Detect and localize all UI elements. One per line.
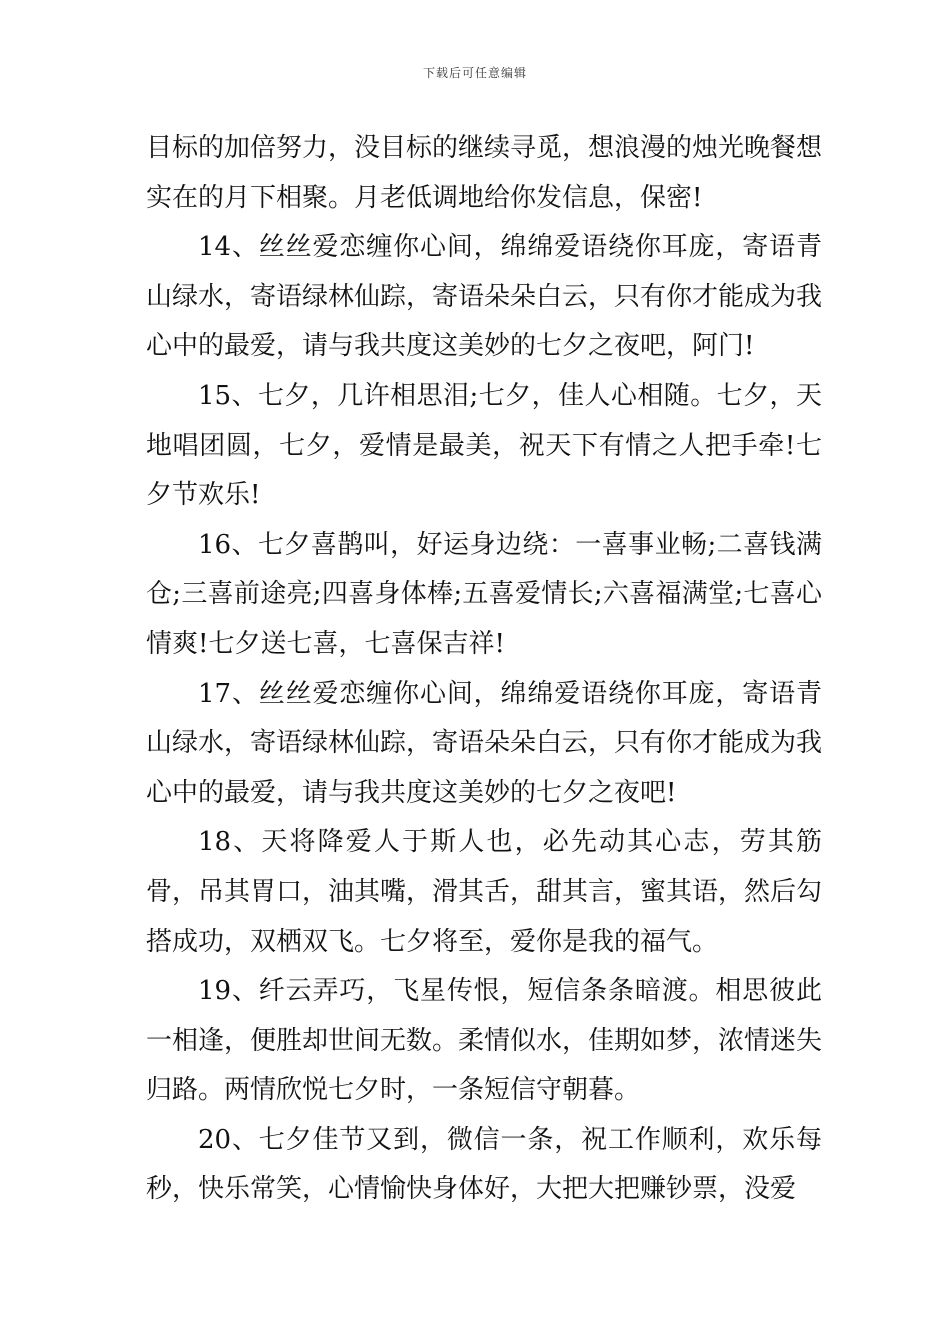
- paragraph-18: 18、天将降爱人于斯人也，必先动其心志，劳其筋骨，吊其胃口，油其嘴，滑其舌，甜其言，蜜其语，然后勾搭成功，双栖双飞。七夕将至，爱你是我的福气。: [146, 827, 823, 957]
- paragraph-16: 16、七夕喜鹊叫，好运身边绕：一喜事业畅;二喜钱满仓;三喜前途亮;四喜身体棒;五喜爱情长;六喜福满堂;七喜心情爽!七夕送七喜，七喜保吉祥!: [146, 529, 822, 659]
- document-body: [146, 124, 822, 1215]
- header-note: 下载后可任意编辑: [422, 66, 527, 80]
- paragraph-17: 17、丝丝爱恋缠你心间，绵绵爱语绕你耳庞，寄语青山绿水，寄语绿林仙踪，寄语朵朵白云，只有你才能成为我心中的最爱，请与我共度这美妙的七夕之夜吧!: [146, 678, 823, 808]
- paragraph-15: 15、七夕，几许相思泪;七夕，佳人心相随。七夕，天地唱团圆，七夕，爱情是最美，祝天下有情之人把手牵!七夕节欢乐!: [146, 380, 822, 511]
- paragraph-14: 14、丝丝爱恋缠你心间，绵绵爱语绕你耳庞，寄语青山绿水，寄语绿林仙踪，寄语朵朵白云，只有你才能成为我心中的最爱，请与我共度这美妙的七夕之夜吧，阿门!: [146, 232, 823, 362]
- paragraph-20: 20、七夕佳节又到，微信一条，祝工作顺利，欢乐每秒，快乐常笑，心情愉快身体好，大把大把赚钞票，没爱: [146, 1124, 822, 1205]
- paragraph-19: 19、纤云弄巧，飞星传恨，短信条条暗渡。相思彼此一相逢，便胜却世间无数。柔情似水，佳期如梦，浓情迷失归路。两情欣悦七夕时，一条短信守朝暮。: [146, 976, 823, 1106]
- paragraph-continuation: 目标的加倍努力，没目标的继续寻觅，想浪漫的烛光晚餐想实在的月下相聚。月老低调地给你发信息，保密!: [146, 133, 823, 213]
